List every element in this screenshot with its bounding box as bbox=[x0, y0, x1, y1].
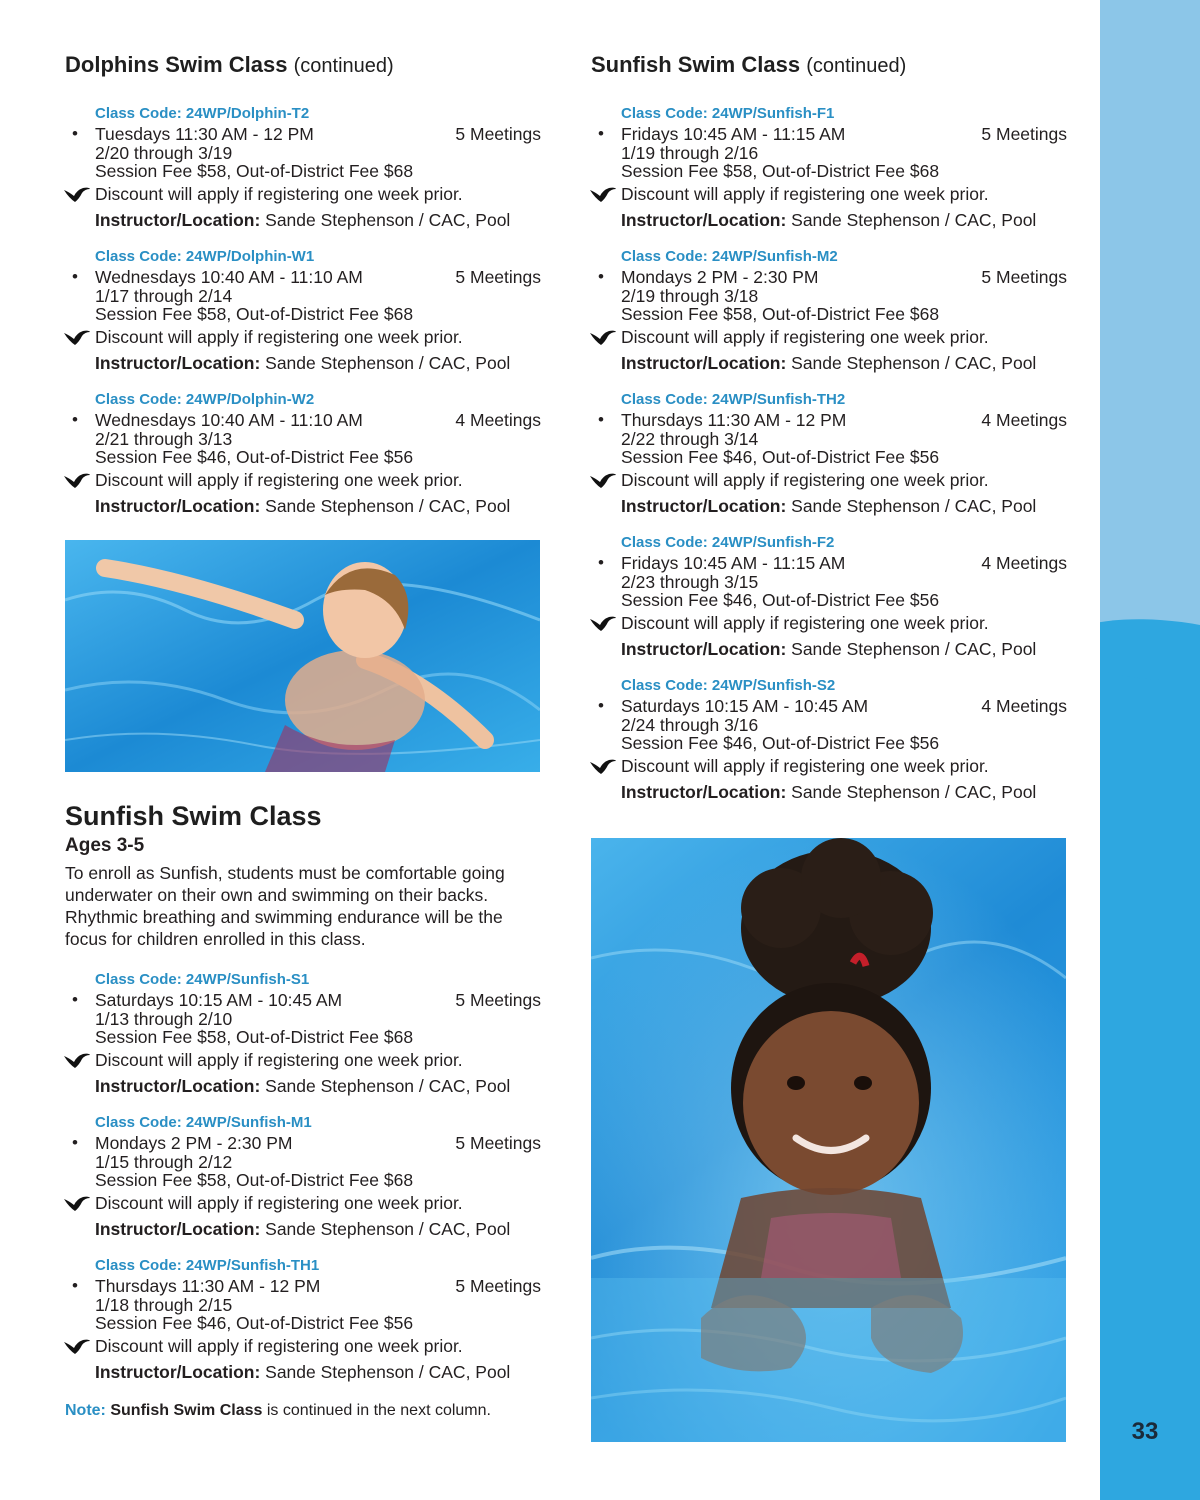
class-code: Class Code: 24WP/Sunfish-M2 bbox=[621, 248, 838, 266]
instructor-label: Instructor/Location: bbox=[621, 496, 787, 517]
class-fee: Session Fee $58, Out-of-District Fee $68 bbox=[95, 161, 414, 182]
discount-text: Discount will apply if registering one week prior. bbox=[621, 613, 989, 634]
class-listing bbox=[598, 104, 1067, 231]
class-fee: Session Fee $58, Out-of-District Fee $68 bbox=[621, 161, 940, 182]
instructor-label: Instructor/Location: bbox=[621, 353, 787, 374]
class-code: Class Code: 24WP/Sunfish-TH1 bbox=[95, 1257, 320, 1275]
discount-text: Discount will apply if registering one week prior. bbox=[95, 327, 463, 348]
class-dates: 1/15 through 2/12 bbox=[95, 1152, 233, 1173]
sunfish-title: Sunfish Swim Class bbox=[65, 801, 322, 831]
class-dates: 2/23 through 3/15 bbox=[621, 572, 759, 593]
discount-text: Discount will apply if registering one week prior. bbox=[95, 1050, 463, 1071]
class-fee: Session Fee $46, Out-of-District Fee $56 bbox=[621, 590, 940, 611]
instructor-location bbox=[621, 495, 1067, 517]
discount-text: Discount will apply if registering one week prior. bbox=[621, 756, 989, 777]
class-code: Class Code: 24WP/Dolphin-W1 bbox=[95, 248, 315, 266]
boy-illustration bbox=[65, 540, 540, 772]
discount-text: Discount will apply if registering one week prior. bbox=[621, 327, 989, 348]
ages-label: Ages 3-5 bbox=[65, 835, 145, 857]
bird-icon bbox=[63, 186, 91, 204]
class-code: Class Code: 24WP/Sunfish-M1 bbox=[95, 1114, 312, 1132]
page-number: 33 bbox=[1131, 1418, 1159, 1445]
class-meetings: 5 Meetings bbox=[455, 267, 541, 288]
discount-text: Discount will apply if registering one week prior. bbox=[621, 470, 989, 491]
class-listing bbox=[72, 390, 541, 517]
instructor-label: Instructor/Location: bbox=[621, 782, 787, 803]
class-dates: 2/19 through 3/18 bbox=[621, 286, 759, 307]
class-code: Class Code: 24WP/Dolphin-T2 bbox=[95, 105, 310, 123]
class-dates: 2/22 through 3/14 bbox=[621, 429, 759, 450]
class-meetings: 5 Meetings bbox=[981, 267, 1067, 288]
class-meetings: 4 Meetings bbox=[981, 410, 1067, 431]
section-title-text: Sunfish Swim Class bbox=[591, 52, 801, 77]
class-meetings: 5 Meetings bbox=[981, 124, 1067, 145]
discount-note bbox=[621, 183, 1067, 205]
class-time: Tuesdays 11:30 AM - 12 PM bbox=[95, 124, 314, 145]
class-time: Thursdays 11:30 AM - 12 PM bbox=[621, 410, 847, 431]
class-listing bbox=[598, 533, 1067, 660]
class-listing bbox=[598, 390, 1067, 517]
class-fee: Session Fee $58, Out-of-District Fee $68 bbox=[621, 304, 940, 325]
instructor-location bbox=[621, 781, 1067, 803]
class-meetings: 5 Meetings bbox=[455, 1276, 541, 1297]
class-listing bbox=[598, 247, 1067, 374]
bullet-icon: • bbox=[598, 696, 604, 716]
discount-note bbox=[95, 1049, 541, 1071]
instructor-value: Sande Stephenson / CAC, Pool bbox=[791, 496, 1037, 517]
note-rest: is continued in the next column. bbox=[266, 1402, 491, 1420]
instructor-value: Sande Stephenson / CAC, Pool bbox=[791, 639, 1037, 660]
class-schedule bbox=[72, 410, 541, 431]
sunfish-intro-section bbox=[65, 800, 541, 1421]
class-time: Fridays 10:45 AM - 11:15 AM bbox=[621, 124, 846, 145]
instructor-label: Instructor/Location: bbox=[95, 1219, 261, 1240]
instructor-value: Sande Stephenson / CAC, Pool bbox=[265, 1076, 511, 1097]
class-fee: Session Fee $46, Out-of-District Fee $56 bbox=[95, 447, 414, 468]
class-schedule bbox=[598, 124, 1067, 145]
class-code: Class Code: 24WP/Sunfish-F2 bbox=[621, 534, 835, 552]
instructor-label: Instructor/Location: bbox=[95, 496, 261, 517]
instructor-location bbox=[621, 638, 1067, 660]
instructor-value: Sande Stephenson / CAC, Pool bbox=[791, 353, 1037, 374]
class-fee: Session Fee $58, Out-of-District Fee $68 bbox=[95, 1027, 414, 1048]
class-listing bbox=[72, 247, 541, 374]
discount-text: Discount will apply if registering one week prior. bbox=[621, 184, 989, 205]
discount-note bbox=[95, 183, 541, 205]
class-meetings: 5 Meetings bbox=[455, 124, 541, 145]
bullet-icon: • bbox=[72, 267, 78, 287]
bullet-icon: • bbox=[72, 1276, 78, 1296]
sunfish-description: To enroll as Sunfish, students must be comfortable going underwater on their own and swimming on their backs. Rhythmic breathing and swimming endurance will be the focus for children enrolled in this class. bbox=[65, 863, 505, 950]
class-time: Wednesdays 10:40 AM - 11:10 AM bbox=[95, 410, 363, 431]
class-schedule bbox=[72, 267, 541, 288]
class-code: Class Code: 24WP/Sunfish-TH2 bbox=[621, 391, 846, 409]
class-fee: Session Fee $46, Out-of-District Fee $56 bbox=[621, 733, 940, 754]
instructor-value: Sande Stephenson / CAC, Pool bbox=[265, 353, 511, 374]
class-meetings: 5 Meetings bbox=[455, 1133, 541, 1154]
bullet-icon: • bbox=[72, 1133, 78, 1153]
class-listing bbox=[72, 970, 541, 1097]
side-color-band bbox=[1100, 0, 1200, 1500]
discount-note bbox=[621, 326, 1067, 348]
continuation-note bbox=[65, 1401, 541, 1421]
instructor-location bbox=[95, 495, 541, 517]
bullet-icon: • bbox=[598, 410, 604, 430]
class-time: Thursdays 11:30 AM - 12 PM bbox=[95, 1276, 321, 1297]
class-time: Wednesdays 10:40 AM - 11:10 AM bbox=[95, 267, 363, 288]
class-code: Class Code: 24WP/Sunfish-S1 bbox=[95, 971, 310, 989]
instructor-label: Instructor/Location: bbox=[95, 353, 261, 374]
discount-note bbox=[95, 469, 541, 491]
continued-suffix: (continued) bbox=[293, 55, 394, 77]
continued-suffix: (continued) bbox=[806, 55, 907, 77]
instructor-location bbox=[621, 352, 1067, 374]
class-schedule bbox=[598, 410, 1067, 431]
instructor-location bbox=[95, 1075, 541, 1097]
class-fee: Session Fee $58, Out-of-District Fee $68 bbox=[95, 1170, 414, 1191]
class-time: Saturdays 10:15 AM - 10:45 AM bbox=[621, 696, 869, 717]
instructor-location bbox=[95, 352, 541, 374]
class-schedule bbox=[72, 1276, 541, 1297]
bullet-icon: • bbox=[598, 124, 604, 144]
class-schedule bbox=[72, 124, 541, 145]
class-dates: 2/24 through 3/16 bbox=[621, 715, 759, 736]
instructor-value: Sande Stephenson / CAC, Pool bbox=[265, 210, 511, 231]
bullet-icon: • bbox=[72, 410, 78, 430]
instructor-location bbox=[95, 1361, 541, 1383]
instructor-value: Sande Stephenson / CAC, Pool bbox=[265, 1219, 511, 1240]
class-fee: Session Fee $46, Out-of-District Fee $56 bbox=[621, 447, 940, 468]
discount-note bbox=[95, 1192, 541, 1214]
class-schedule bbox=[598, 553, 1067, 574]
instructor-location bbox=[95, 1218, 541, 1240]
class-meetings: 4 Meetings bbox=[981, 553, 1067, 574]
bird-icon bbox=[589, 472, 617, 490]
class-listing bbox=[72, 104, 541, 231]
discount-note bbox=[621, 755, 1067, 777]
note-bold: Sunfish Swim Class bbox=[110, 1402, 263, 1420]
class-code: Class Code: 24WP/Sunfish-F1 bbox=[621, 105, 835, 123]
bird-icon bbox=[63, 472, 91, 490]
discount-note bbox=[95, 1335, 541, 1357]
discount-note bbox=[621, 469, 1067, 491]
class-listing bbox=[72, 1256, 541, 1383]
discount-text: Discount will apply if registering one week prior. bbox=[95, 184, 463, 205]
class-dates: 2/20 through 3/19 bbox=[95, 143, 233, 164]
bullet-icon: • bbox=[72, 124, 78, 144]
discount-note bbox=[621, 612, 1067, 634]
bullet-icon: • bbox=[598, 267, 604, 287]
class-dates: 1/17 through 2/14 bbox=[95, 286, 233, 307]
class-time: Saturdays 10:15 AM - 10:45 AM bbox=[95, 990, 343, 1011]
discount-note bbox=[95, 326, 541, 348]
class-dates: 2/21 through 3/13 bbox=[95, 429, 233, 450]
bird-icon bbox=[589, 186, 617, 204]
bird-icon bbox=[63, 1052, 91, 1070]
discount-text: Discount will apply if registering one week prior. bbox=[95, 1336, 463, 1357]
bullet-icon: • bbox=[598, 553, 604, 573]
class-time: Mondays 2 PM - 2:30 PM bbox=[621, 267, 819, 288]
instructor-label: Instructor/Location: bbox=[95, 1362, 261, 1383]
class-dates: 1/18 through 2/15 bbox=[95, 1295, 233, 1316]
instructor-location bbox=[95, 209, 541, 231]
boy-swimming-photo bbox=[65, 540, 540, 772]
class-schedule bbox=[72, 1133, 541, 1154]
girl-illustration bbox=[591, 838, 1066, 1442]
class-dates: 1/19 through 2/16 bbox=[621, 143, 759, 164]
class-time: Fridays 10:45 AM - 11:15 AM bbox=[621, 553, 846, 574]
class-listing bbox=[72, 1113, 541, 1240]
class-code: Class Code: 24WP/Sunfish-S2 bbox=[621, 677, 836, 695]
discount-text: Discount will apply if registering one week prior. bbox=[95, 470, 463, 491]
sunfish-continued-title bbox=[591, 52, 1067, 78]
class-time: Mondays 2 PM - 2:30 PM bbox=[95, 1133, 293, 1154]
class-schedule bbox=[598, 696, 1067, 717]
instructor-value: Sande Stephenson / CAC, Pool bbox=[265, 496, 511, 517]
side-band-light bbox=[1100, 0, 1200, 650]
discount-text: Discount will apply if registering one week prior. bbox=[95, 1193, 463, 1214]
class-meetings: 5 Meetings bbox=[455, 990, 541, 1011]
dolphins-continued-title bbox=[65, 52, 541, 78]
girl-swimming-photo bbox=[591, 838, 1066, 1442]
note-label: Note: bbox=[65, 1402, 106, 1420]
left-column bbox=[65, 52, 541, 517]
instructor-label: Instructor/Location: bbox=[95, 210, 261, 231]
instructor-label: Instructor/Location: bbox=[95, 1076, 261, 1097]
instructor-value: Sande Stephenson / CAC, Pool bbox=[265, 1362, 511, 1383]
instructor-value: Sande Stephenson / CAC, Pool bbox=[791, 210, 1037, 231]
instructor-value: Sande Stephenson / CAC, Pool bbox=[791, 782, 1037, 803]
instructor-location bbox=[621, 209, 1067, 231]
bird-icon bbox=[63, 1338, 91, 1356]
class-fee: Session Fee $46, Out-of-District Fee $56 bbox=[95, 1313, 414, 1334]
class-fee: Session Fee $58, Out-of-District Fee $68 bbox=[95, 304, 414, 325]
instructor-label: Instructor/Location: bbox=[621, 210, 787, 231]
bird-icon bbox=[589, 758, 617, 776]
class-meetings: 4 Meetings bbox=[455, 410, 541, 431]
bird-icon bbox=[589, 329, 617, 347]
section-title-text: Dolphins Swim Class bbox=[65, 52, 288, 77]
class-dates: 1/13 through 2/10 bbox=[95, 1009, 233, 1030]
class-listing bbox=[598, 676, 1067, 803]
right-column bbox=[591, 52, 1067, 803]
bird-icon bbox=[589, 615, 617, 633]
class-schedule bbox=[72, 990, 541, 1011]
class-schedule bbox=[598, 267, 1067, 288]
bullet-icon: • bbox=[72, 990, 78, 1010]
class-code: Class Code: 24WP/Dolphin-W2 bbox=[95, 391, 315, 409]
bird-icon bbox=[63, 1195, 91, 1213]
bird-icon bbox=[63, 329, 91, 347]
instructor-label: Instructor/Location: bbox=[621, 639, 787, 660]
class-meetings: 4 Meetings bbox=[981, 696, 1067, 717]
